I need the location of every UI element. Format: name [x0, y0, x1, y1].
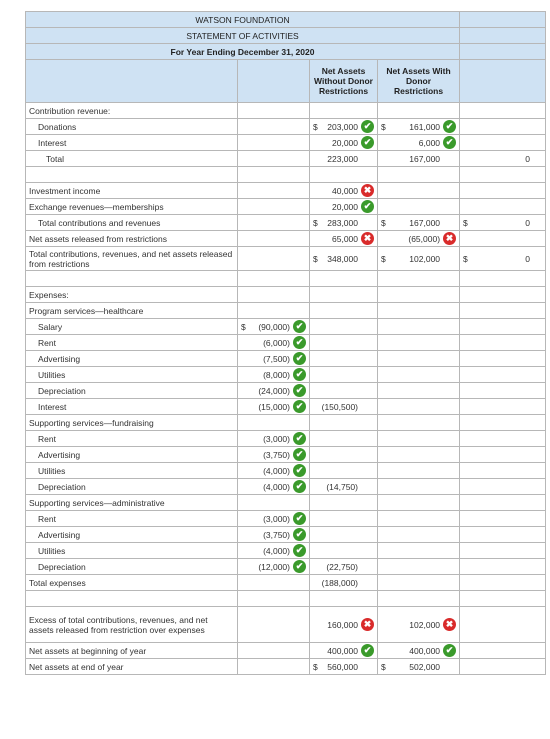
amount-input[interactable]: 400,000: [327, 645, 358, 656]
row-label: Program services—healthcare: [26, 303, 238, 319]
amount-input[interactable]: 102,000: [409, 619, 441, 630]
row-label: Contribution revenue:: [26, 103, 238, 119]
row-label: Interest: [26, 135, 238, 151]
amount-input[interactable]: (7,500): [263, 353, 290, 364]
statement-title: STATEMENT OF ACTIVITIES: [26, 28, 460, 44]
row-label: Net assets released from restrictions: [26, 231, 238, 247]
amount-input[interactable]: (3,750): [263, 449, 290, 460]
row-label: Net assets at beginning of year: [26, 643, 238, 659]
correct-check-icon: ✔: [361, 644, 374, 657]
amount-value: 102,000: [409, 253, 441, 264]
row-label: Rent: [26, 335, 238, 351]
correct-check-icon: ✔: [293, 448, 306, 461]
row-label: Net assets at end of year: [26, 659, 238, 675]
amount-input[interactable]: (90,000): [258, 321, 290, 332]
correct-check-icon: ✔: [293, 544, 306, 557]
dollar-sign: $: [313, 253, 318, 264]
amount-input[interactable]: 20,000: [332, 201, 358, 212]
correct-check-icon: ✔: [293, 336, 306, 349]
amount-value: 502,000: [409, 661, 441, 672]
row-label: Exchange revenues—memberships: [26, 199, 238, 215]
dollar-sign: $: [313, 661, 318, 672]
incorrect-x-icon: ✖: [443, 618, 456, 631]
amount-value: 167,000: [409, 217, 441, 228]
dollar-sign: $: [241, 321, 246, 332]
row-label: Advertising: [26, 351, 238, 367]
correct-check-icon: ✔: [443, 644, 456, 657]
statement-period: For Year Ending December 31, 2020: [26, 44, 460, 60]
dollar-sign: $: [381, 121, 386, 132]
row-label: Utilities: [26, 463, 238, 479]
correct-check-icon: ✔: [443, 120, 456, 133]
correct-check-icon: ✔: [361, 136, 374, 149]
amount-value: (14,750): [326, 481, 358, 492]
incorrect-x-icon: ✖: [361, 232, 374, 245]
amount-input[interactable]: (12,000): [258, 561, 290, 572]
dollar-sign: $: [313, 217, 318, 228]
amount-value: (150,500): [321, 401, 358, 412]
row-label: Rent: [26, 431, 238, 447]
amount-input[interactable]: 161,000: [409, 121, 441, 132]
correct-check-icon: ✔: [293, 528, 306, 541]
amount-input[interactable]: 160,000: [327, 619, 358, 630]
amount-input[interactable]: (4,000): [263, 545, 290, 556]
correct-check-icon: ✔: [293, 368, 306, 381]
row-label: Expenses:: [26, 287, 238, 303]
correct-check-icon: ✔: [293, 560, 306, 573]
correct-check-icon: ✔: [293, 320, 306, 333]
column-header-without: Net Assets Without Donor Restrictions: [310, 60, 378, 103]
amount-input[interactable]: (4,000): [263, 465, 290, 476]
row-label: Excess of total contributions, revenues, and net assets released from restriction over expenses: [26, 607, 238, 643]
dollar-sign: $: [381, 217, 386, 228]
amount-input[interactable]: 65,000: [332, 233, 358, 244]
dollar-sign: $: [381, 661, 386, 672]
row-label: Rent: [26, 511, 238, 527]
row-label: Depreciation: [26, 479, 238, 495]
correct-check-icon: ✔: [293, 400, 306, 413]
correct-check-icon: ✔: [293, 384, 306, 397]
amount-value: 167,000: [409, 153, 441, 164]
amount-input[interactable]: (3,000): [263, 513, 290, 524]
dollar-sign: $: [313, 121, 318, 132]
row-label: Total contributions, revenues, and net assets released from restrictions: [26, 247, 238, 271]
amount-value: 348,000: [327, 253, 358, 264]
org-name: WATSON FOUNDATION: [26, 12, 460, 28]
amount-value: 223,000: [327, 153, 358, 164]
amount-input[interactable]: 40,000: [332, 185, 358, 196]
correct-check-icon: ✔: [361, 120, 374, 133]
amount-input[interactable]: 203,000: [327, 121, 358, 132]
amount-input[interactable]: (15,000): [258, 401, 290, 412]
correct-check-icon: ✔: [293, 352, 306, 365]
dollar-sign: $: [463, 217, 468, 228]
correct-check-icon: ✔: [443, 136, 456, 149]
amount-input[interactable]: (6,000): [263, 337, 290, 348]
row-label: Depreciation: [26, 559, 238, 575]
row-label: Utilities: [26, 367, 238, 383]
row-label: Interest: [26, 399, 238, 415]
amount-value: 0: [525, 153, 531, 164]
amount-value: 560,000: [327, 661, 358, 672]
correct-check-icon: ✔: [293, 464, 306, 477]
dollar-sign: $: [381, 253, 386, 264]
amount-value: 0: [525, 253, 531, 264]
dollar-sign: $: [463, 253, 468, 264]
amount-value: 283,000: [327, 217, 358, 228]
row-label: Advertising: [26, 527, 238, 543]
row-label: Utilities: [26, 543, 238, 559]
amount-value: (22,750): [326, 561, 358, 572]
amount-input[interactable]: (3,750): [263, 529, 290, 540]
amount-input[interactable]: (65,000): [408, 233, 441, 244]
amount-input[interactable]: (4,000): [263, 481, 290, 492]
amount-input[interactable]: (24,000): [258, 385, 290, 396]
row-label: Salary: [26, 319, 238, 335]
row-label: Total expenses: [26, 575, 238, 591]
row-label: Investment income: [26, 183, 238, 199]
row-label: Donations: [26, 119, 238, 135]
amount-input[interactable]: 400,000: [409, 645, 441, 656]
row-label: Supporting services—administrative: [26, 495, 238, 511]
row-label: Total contributions and revenues: [26, 215, 238, 231]
correct-check-icon: ✔: [293, 512, 306, 525]
row-label: Supporting services—fundraising: [26, 415, 238, 431]
amount-value: 0: [525, 217, 531, 228]
amount-input[interactable]: (3,000): [263, 433, 290, 444]
amount-input[interactable]: (8,000): [263, 369, 290, 380]
row-label: Depreciation: [26, 383, 238, 399]
statement-table: [25, 11, 546, 675]
incorrect-x-icon: ✖: [361, 618, 374, 631]
amount-value: (188,000): [321, 577, 358, 588]
correct-check-icon: ✔: [361, 200, 374, 213]
correct-check-icon: ✔: [293, 480, 306, 493]
row-label: Total: [26, 151, 238, 167]
amount-input[interactable]: 20,000: [332, 137, 358, 148]
statement-sheet: [25, 11, 545, 675]
incorrect-x-icon: ✖: [443, 232, 456, 245]
correct-check-icon: ✔: [293, 432, 306, 445]
column-header-with: Net Assets With Donor Restrictions: [378, 60, 460, 103]
row-label: Advertising: [26, 447, 238, 463]
amount-input[interactable]: 6,000: [418, 137, 441, 148]
incorrect-x-icon: ✖: [361, 184, 374, 197]
